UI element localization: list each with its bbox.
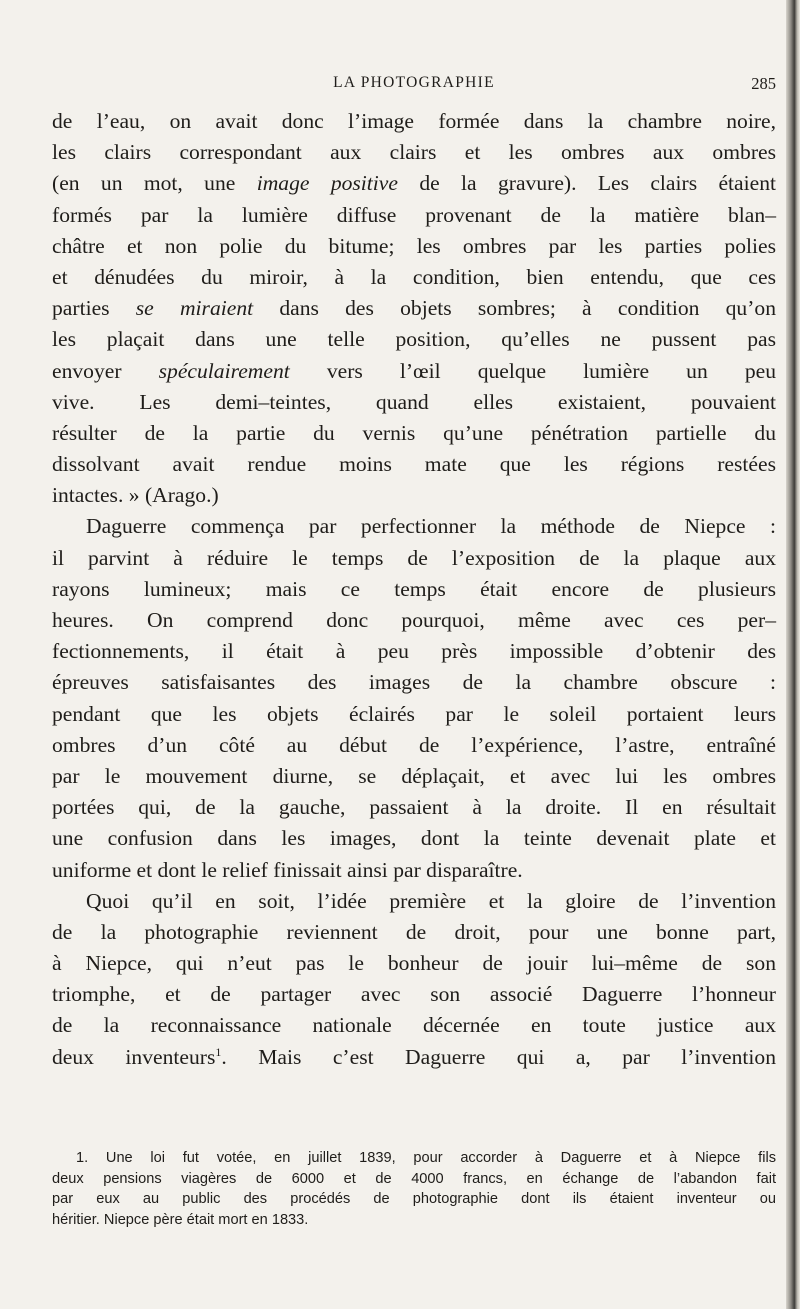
text-line: ombres d’un côté au début de l’expérience, l’astre, entraîné xyxy=(52,732,776,757)
text-line: de l’eau, on avait donc l’image formée dans la chambre noire, xyxy=(52,109,776,133)
text-run: parties xyxy=(52,296,136,321)
text-line: uniforme et dont le relief finissait ainsi par disparaître. xyxy=(52,857,523,882)
paragraph-2 xyxy=(52,511,776,885)
footnote-line: deux pensions viagères de 6000 et de 4000 francs, en échange de l’abandon fait xyxy=(52,1170,776,1187)
text-line: châtre et non polie du bitume; les ombres par les parties polies xyxy=(52,233,776,258)
text-line: les clairs correspondant aux clairs et les ombres aux ombres xyxy=(52,140,776,165)
footnote-line: par eux au public des procédés de photographie dont ils étaient inventeur ou xyxy=(52,1191,776,1207)
running-title: LA PHOTOGRAPHIE xyxy=(333,74,495,91)
text-line: de la photographie reviennent de droit, pour une bonne part, xyxy=(52,919,776,944)
text-line: une confusion dans les images, dont la teinte devenait plate et xyxy=(52,826,776,851)
text-line xyxy=(52,1042,776,1073)
text-line: heures. On comprend donc pourquoi, même avec ces per– xyxy=(52,608,776,632)
text-line: rayons lumineux; mais ce temps était encore de plusieurs xyxy=(52,576,776,601)
text-run: deux inventeurs xyxy=(52,1044,216,1069)
italic-phrase: spéculairement xyxy=(158,358,290,383)
body-text xyxy=(52,106,776,1073)
text-run: . Mais c’est Daguerre qui a, par l’invention xyxy=(221,1044,777,1069)
text-line: intactes. » (Arago.) xyxy=(52,483,219,508)
text-line: triomphe, et de partager avec son associé Daguerre l’honneur xyxy=(52,982,776,1007)
text-line: épreuves satisfaisantes des images de la chambre obscure : xyxy=(52,670,776,695)
text-line: il parvint à réduire le temps de l’exposition de la plaque aux xyxy=(52,545,776,570)
text-run: dans des objets sombres; à condition qu’on xyxy=(253,296,776,321)
text-line xyxy=(52,168,776,199)
text-run: vers l’œil quelque lumière un peu xyxy=(289,358,776,383)
text-line: et dénudées du miroir, à la condition, bien entendu, que ces xyxy=(52,264,776,289)
footnotes xyxy=(52,1148,776,1230)
text-line: portées qui, de la gauche, passaient à la droite. Il en résultait xyxy=(52,795,776,820)
paragraph-1 xyxy=(52,106,776,511)
italic-phrase: image positive xyxy=(256,171,398,196)
italic-phrase: se miraient xyxy=(135,296,254,321)
text-line: par le mouvement diurne, se déplaçait, et avec lui les ombres xyxy=(52,763,776,788)
text-line: dissolvant avait rendue moins mate que les régions restées xyxy=(52,452,776,477)
paragraph-3 xyxy=(52,886,776,1073)
text-line xyxy=(52,356,776,387)
text-line: les plaçait dans une telle position, qu’elles ne pussent pas xyxy=(52,327,776,352)
text-line: pendant que les objets éclairés par le soleil portaient leurs xyxy=(52,701,776,726)
text-line: à Niepce, qui n’eut pas le bonheur de jouir lui–même de son xyxy=(52,951,776,976)
text-line: Quoi qu’il en soit, l’idée première et la gloire de l’invention xyxy=(86,888,776,913)
footnote-line: héritier. Niepce père était mort en 1833. xyxy=(52,1211,309,1228)
running-head xyxy=(52,74,776,98)
page-number: 285 xyxy=(751,74,776,93)
text-run: (en un mot, une xyxy=(52,171,257,196)
footnote-marker[interactable]: 1 xyxy=(215,1044,222,1059)
text-run: de la gravure). Les clairs étaient xyxy=(397,171,777,196)
text-line: fectionnements, il était à peu près impossible d’obtenir des xyxy=(52,639,776,664)
footnote-line: 1. Une loi fut votée, en juillet 1839, pour accorder à Daguerre et à Niepce fils xyxy=(76,1150,776,1166)
text-line: vive. Les demi–teintes, quand elles existaient, pouvaient xyxy=(52,389,776,414)
text-line: de la reconnaissance nationale décernée en toute justice aux xyxy=(52,1013,776,1038)
page-edge xyxy=(786,0,800,1309)
text-run: envoyer xyxy=(52,358,159,383)
text-line: Daguerre commença par perfectionner la méthode de Niepce : xyxy=(86,514,776,539)
text-line: formés par la lumière diffuse provenant de la matière blan– xyxy=(52,202,776,227)
text-line: résulter de la partie du vernis qu’une pénétration partielle du xyxy=(52,420,776,445)
text-line xyxy=(52,293,776,324)
